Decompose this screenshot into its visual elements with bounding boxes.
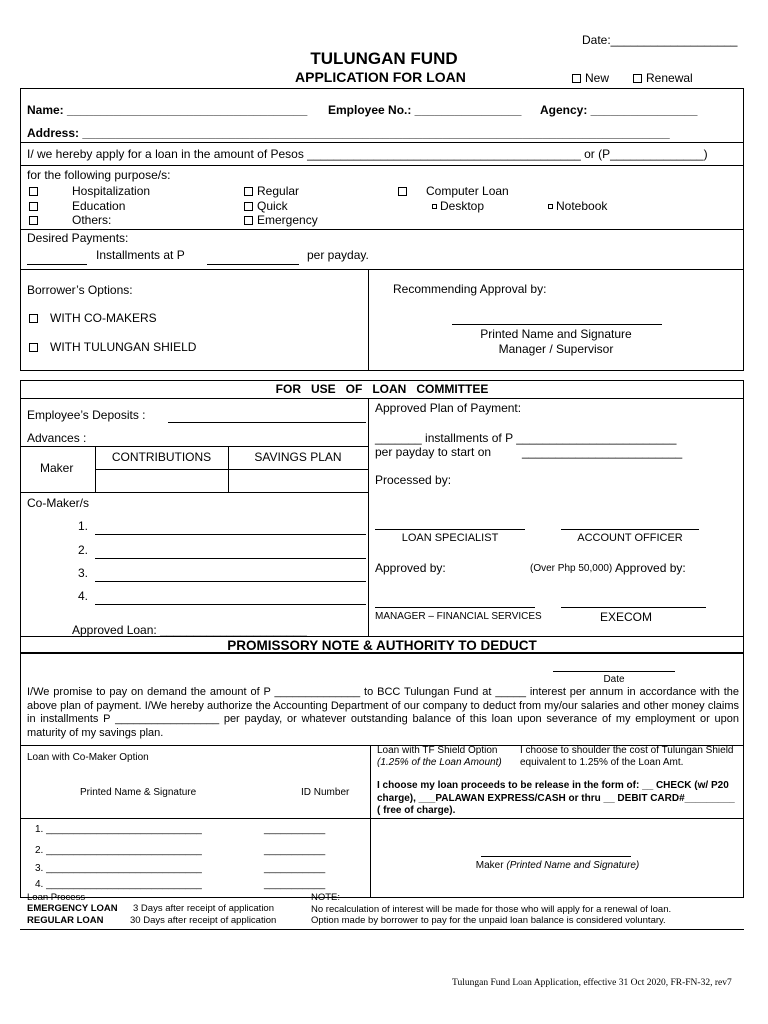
co-maker-id-1[interactable]: ___________: [264, 824, 326, 835]
checkbox-icon[interactable]: [29, 187, 38, 196]
checkbox-icon[interactable]: [633, 74, 642, 83]
name-field[interactable]: Name: ____________________________________: [27, 103, 308, 117]
promissory-heading: PROMISSORY NOTE & AUTHORITY TO DEDUCT: [227, 638, 537, 653]
loan-process-heading: Loan Process: [27, 892, 86, 903]
approved-plan-label: Approved Plan of Payment:: [375, 401, 522, 415]
loan-specialist-line[interactable]: [375, 529, 525, 530]
execom-signature-line[interactable]: [561, 607, 706, 608]
checkbox-icon[interactable]: [244, 216, 253, 225]
divider: [20, 229, 744, 230]
proceeds-line-2[interactable]: charge), ___PALAWAN EXPRESS/CASH or thru __ DEBIT CARD#_________: [377, 793, 735, 804]
approved-by-label: Approved by:: [375, 561, 446, 575]
over-php-note: (Over Php 50,000): [530, 563, 613, 574]
employee-deposits-label: Employee’s Deposits :: [27, 408, 146, 422]
purpose-regular[interactable]: Regular: [244, 184, 299, 198]
id-number-label: ID Number: [301, 787, 350, 798]
account-officer-label: ACCOUNT OFFICER: [577, 532, 683, 544]
tf-shield-choice-2: equivalent to 1.25% of the Loan Amt.: [520, 757, 684, 768]
checkbox-icon[interactable]: [29, 314, 38, 323]
divider: [20, 492, 368, 493]
co-maker-signature-4[interactable]: 4. ____________________________: [35, 879, 202, 890]
tf-shield-heading: Loan with TF Shield Option: [377, 745, 498, 756]
checkbox-icon[interactable]: [398, 187, 407, 196]
recommending-heading: Recommending Approval by:: [393, 282, 547, 296]
checkbox-icon[interactable]: [244, 187, 253, 196]
processed-by-label: Processed by:: [375, 473, 452, 487]
option-with-co-makers[interactable]: WITH CO-MAKERS: [29, 311, 157, 325]
form-title: TULUNGAN FUND: [310, 49, 458, 68]
co-maker-line[interactable]: [95, 581, 366, 582]
date-field[interactable]: Date:___________________: [582, 33, 738, 47]
checkbox-icon[interactable]: [29, 202, 38, 211]
tf-shield-rate: (1.25% of the Loan Amount): [377, 757, 502, 768]
manager-financial-label: MANAGER – FINANCIAL SERVICES: [375, 611, 542, 622]
start-date-field[interactable]: ________________________: [522, 445, 683, 459]
divider: [20, 269, 744, 270]
co-maker-line[interactable]: [95, 604, 366, 605]
promissory-date-line[interactable]: [553, 671, 675, 672]
co-maker-signature-3[interactable]: 3. ____________________________: [35, 863, 202, 874]
note-line-1: No recalculation of interest will be made for those who will apply for a renewal of loan.: [311, 904, 672, 915]
tf-shield-choice-1: I choose to shoulder the cost of Tulungan Shield: [520, 745, 734, 756]
divider: [95, 469, 368, 470]
installment-amount-line[interactable]: [207, 264, 299, 265]
purpose-quick[interactable]: Quick: [244, 199, 288, 213]
regular-loan-days: 30 Days after receipt of application: [130, 915, 277, 926]
loan-specialist-label: LOAN SPECIALIST: [401, 532, 499, 544]
purpose-others-label: Others:: [72, 213, 112, 227]
approved-by-label-2: Approved by:: [615, 561, 686, 575]
borrower-options-heading: Borrower’s Options:: [27, 283, 133, 297]
checkbox-icon[interactable]: [29, 343, 38, 352]
divider: [20, 398, 744, 399]
co-maker-id-3[interactable]: ___________: [264, 863, 326, 874]
advances-label: Advances :: [27, 431, 87, 445]
approved-loan-field[interactable]: Approved Loan: ______________________: [72, 623, 307, 637]
divider: [20, 929, 744, 930]
employee-no-field[interactable]: Employee No.: ________________: [328, 103, 522, 117]
checkbox-icon[interactable]: [572, 74, 581, 83]
co-maker-number: 3.: [78, 566, 89, 580]
purpose-computer-loan-label: Computer Loan: [426, 184, 509, 198]
divider: [20, 142, 744, 143]
renewal-option[interactable]: Renewal: [633, 71, 693, 85]
co-maker-number: 1.: [78, 519, 89, 533]
purpose-notebook[interactable]: Notebook: [548, 199, 607, 213]
proceeds-line-1[interactable]: I choose my loan proceeds to be release in the form of: __ CHECK (w/ P20: [377, 780, 729, 791]
co-maker-signature-1[interactable]: 1. ____________________________: [35, 824, 202, 835]
printed-name-label: Printed Name and Signature: [480, 327, 632, 341]
promissory-date-label: Date: [603, 674, 625, 685]
checkbox-icon[interactable]: [244, 202, 253, 211]
divider: [20, 165, 744, 166]
co-maker-option-heading: Loan with Co-Maker Option: [27, 752, 149, 763]
checkbox-icon[interactable]: [432, 204, 437, 209]
co-maker-number: 4.: [78, 589, 89, 603]
purpose-computer-loan[interactable]: [398, 184, 411, 198]
note-line-2: Option made by borrower to pay for the unpaid loan balance is considered voluntary.: [311, 915, 666, 926]
co-makers-label: Co-Maker/s: [27, 496, 90, 510]
start-date-label: per payday to start on: [375, 445, 492, 459]
committee-heading: FOR USE OF LOAN COMMITTEE: [275, 382, 489, 396]
co-maker-id-2[interactable]: ___________: [264, 845, 326, 856]
address-field[interactable]: Address: ________________________________________________________________________________________: [27, 126, 670, 140]
footer-text: Tulungan Fund Loan Application, effective 31 Oct 2020, FR-FN-32, rev7: [452, 978, 732, 988]
checkbox-icon[interactable]: [29, 216, 38, 225]
agency-field[interactable]: Agency: ________________: [540, 103, 698, 117]
manager-label: Manager / Supervisor: [498, 342, 614, 356]
purpose-heading: for the following purpose/s:: [27, 168, 171, 182]
purpose-hospitalization-label: Hospitalization: [72, 184, 151, 198]
co-maker-line[interactable]: [95, 558, 366, 559]
per-payday-label: per payday.: [307, 248, 369, 262]
divider: [20, 818, 744, 819]
proceeds-line-3: ( free of charge).: [377, 805, 456, 816]
account-officer-line[interactable]: [561, 529, 699, 530]
checkbox-icon[interactable]: [548, 204, 553, 209]
savings-plan-header: SAVINGS PLAN: [254, 450, 342, 464]
co-maker-id-4[interactable]: ___________: [264, 879, 326, 890]
purpose-emergency[interactable]: Emergency: [244, 213, 318, 227]
promissory-body: I/We promise to pay on demand the amount of P ______________ to BCC Tulungan Fund at _____ interest per annum in accordance with the above plan of payment. I/We hereby authorize the Accounting Department of our company to deduct from my/our salaries and other money claims in installments P _________________ per payday, or whatever outstanding balance of this loan upon severance of my employment or upon maturity of my savings plan.: [27, 686, 739, 739]
co-maker-line[interactable]: [95, 534, 366, 535]
manager-signature-line[interactable]: [375, 607, 535, 608]
emergency-loan-label: EMERGENCY LOAN: [27, 903, 118, 914]
printed-name-signature-label: Printed Name & Signature: [80, 787, 197, 798]
installments-of-field[interactable]: _______ installments of P ________________________: [375, 431, 677, 445]
maker-label: Maker: [40, 461, 74, 475]
divider: [370, 745, 371, 898]
co-maker-signature-2[interactable]: 2. ____________________________: [35, 845, 202, 856]
loan-amount-field[interactable]: I/ we hereby apply for a loan in the amount of Pesos _________________________________________ or (P______________): [27, 147, 708, 161]
maker-signature-label: Maker (Printed Name and Signature): [475, 860, 640, 871]
note-label: NOTE:: [311, 892, 341, 903]
maker-signature-line[interactable]: [481, 856, 631, 857]
option-with-shield[interactable]: WITH TULUNGAN SHIELD: [29, 340, 196, 354]
installments-label: Installments at P: [96, 248, 185, 262]
purpose-others[interactable]: [29, 213, 42, 227]
new-option[interactable]: New: [572, 71, 609, 85]
contributions-header: CONTRIBUTIONS: [111, 450, 212, 464]
installments-count-line[interactable]: [27, 264, 87, 265]
co-maker-number: 2.: [78, 543, 89, 557]
purpose-education-label: Education: [72, 199, 126, 213]
divider: [368, 398, 369, 636]
emergency-loan-days: 3 Days after receipt of application: [133, 903, 274, 914]
deposits-line[interactable]: [168, 422, 366, 423]
purpose-hospitalization[interactable]: [29, 184, 42, 198]
divider: [20, 446, 368, 447]
execom-label: EXECOM: [599, 610, 652, 624]
recommending-signature-line[interactable]: [452, 324, 662, 325]
purpose-education[interactable]: [29, 199, 42, 213]
form-subtitle: APPLICATION FOR LOAN: [295, 69, 466, 85]
divider: [20, 636, 744, 637]
purpose-desktop[interactable]: Desktop: [432, 199, 484, 213]
desired-payments-label: Desired Payments:: [27, 231, 129, 245]
regular-loan-label: REGULAR LOAN: [27, 915, 104, 926]
